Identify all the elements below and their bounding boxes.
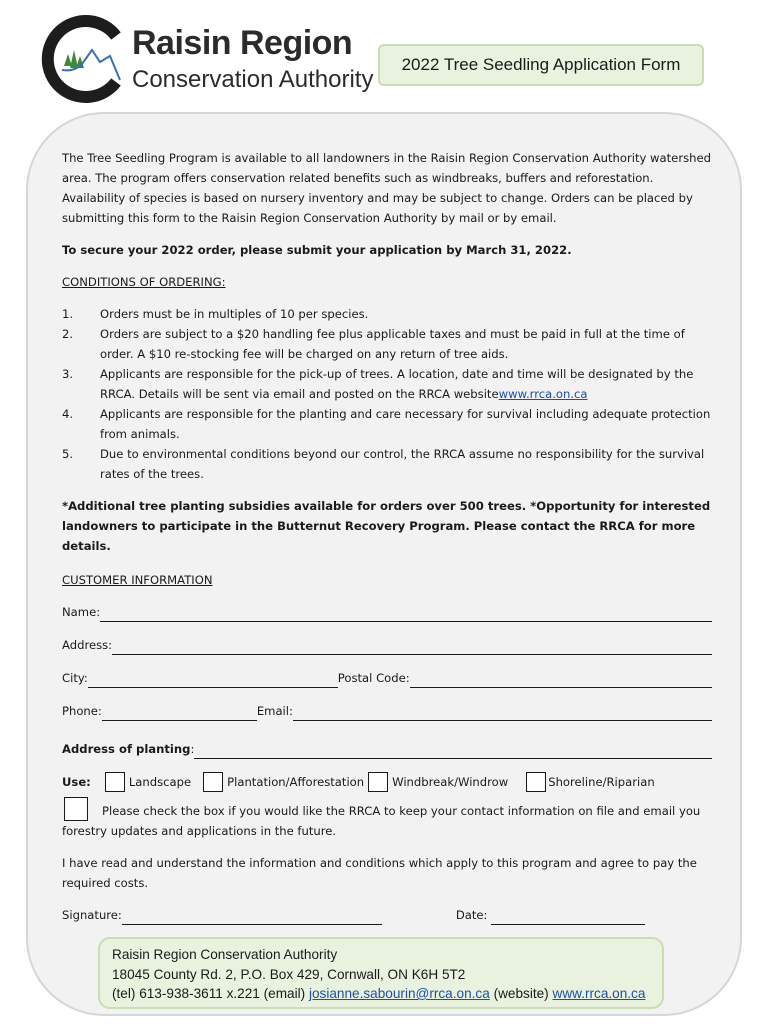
rrca-emblem-icon (40, 14, 130, 104)
condition-text: Applicants are responsible for the planting and care necessary for survival including adequate protection from animals. (100, 407, 711, 441)
form-content (62, 148, 712, 938)
condition-text: Orders are subject to a $20 handling fee plus applicable taxes and must be paid in full at the time of order. A $10 re-stocking fee will be charged on any return of tree aids. (100, 327, 685, 361)
deadline-text: To secure your 2022 order, please submit your application by March 31, 2022. (62, 243, 572, 257)
footer-website-link[interactable]: www.rrca.on.ca (552, 986, 646, 1001)
planting-address-colon: : (190, 742, 195, 756)
condition-number: 4. (62, 407, 74, 421)
phone-row (62, 701, 712, 721)
intro-paragraph: The Tree Seedling Program is available to all landowners in the Raisin Region Conservation Authority watershed area. The program offers conservation related benefits such as windbreaks, buffers and reforestation. Availability of species is based on nursery inventory and may be subject to change. Orders can be placed by submitting this form to the Raisin Region Conservation Authority by mail or by email. (62, 151, 711, 225)
planting-address-label: Address of planting (62, 742, 191, 756)
condition-number: 3. (62, 367, 74, 381)
footer-email-link[interactable]: josianne.sabourin@rrca.on.ca (308, 986, 490, 1001)
city-row (62, 668, 712, 688)
footer-tel: (tel) 613-938-3611 x.221 (email) (112, 986, 306, 1001)
footer-website-label: (website) (493, 986, 549, 1001)
name-field[interactable] (100, 607, 712, 622)
phone-field[interactable] (102, 706, 257, 721)
condition-number: 5. (62, 447, 74, 461)
footer-contact-line (112, 984, 662, 1004)
logo-subtitle: Conservation Authority (132, 66, 374, 93)
address-field[interactable] (112, 640, 712, 655)
footer-address: 18045 County Rd. 2, P.O. Box 429, Cornwall, ON K6H 5T2 (112, 966, 466, 982)
footer-org: Raisin Region Conservation Authority (112, 947, 338, 962)
subsidy-notice: *Additional tree planting subsidies available for orders over 500 trees. *Opportunity for interested landowners to participate in the Butternut Recovery Program. Please contact the RRCA for more details. (62, 499, 711, 553)
address-row (62, 635, 712, 655)
email-field[interactable] (293, 706, 712, 721)
condition-text: Orders must be in multiples of 10 per species. (100, 307, 369, 321)
agreement-text: I have read and understand the information and conditions which apply to this program and agree to pay the required costs. (62, 856, 697, 890)
condition-item (62, 364, 712, 404)
landscape-label: Landscape (128, 775, 192, 789)
windbreak-checkbox[interactable] (368, 772, 388, 792)
signature-label: Signature: (62, 908, 122, 922)
condition-number: 1. (62, 307, 74, 321)
postal-code-label: Postal Code: (337, 671, 410, 685)
date-field[interactable] (491, 910, 645, 925)
consent-text: Please check the box if you would like the RRCA to keep your contact information on file and email you forestry updates and applications in the future. (62, 804, 701, 838)
contact-footer (98, 937, 664, 1009)
logo-title: Raisin Region (132, 24, 353, 62)
condition-item (62, 444, 712, 484)
shoreline-label: Shoreline/Riparian (548, 775, 655, 789)
customer-info-heading: CUSTOMER INFORMATION (62, 573, 213, 587)
phone-label: Phone: (62, 704, 102, 718)
condition-text: Applicants are responsible for the pick-up of trees. A location, date and time will be designated by the RRCA. Details will be sent via email and posted on the RRCA website (100, 367, 694, 401)
consent-checkbox[interactable] (64, 797, 88, 821)
condition-text: Due to environmental conditions beyond our control, the RRCA assume no responsibility for the survival rates of the trees. (100, 447, 705, 481)
planting-address-row (62, 739, 712, 759)
shoreline-checkbox[interactable] (526, 772, 546, 792)
plantation-checkbox[interactable] (203, 772, 223, 792)
windbreak-label: Windbreak/Windrow (392, 775, 509, 789)
use-label: Use: (62, 775, 91, 789)
landscape-checkbox[interactable] (105, 772, 125, 792)
condition-item (62, 304, 712, 324)
condition-item (62, 404, 712, 444)
conditions-heading: CONDITIONS OF ORDERING: (62, 275, 226, 289)
name-label: Name: (62, 605, 101, 619)
city-field[interactable] (88, 673, 338, 688)
consent-row (62, 801, 712, 841)
use-row (62, 769, 712, 795)
address-label: Address: (62, 638, 113, 652)
rrca-logo (40, 14, 374, 104)
condition-item (62, 324, 712, 364)
postal-code-field[interactable] (410, 673, 712, 688)
form-title: 2022 Tree Seedling Application Form (378, 44, 704, 86)
signature-field[interactable] (122, 910, 382, 925)
rrca-website-link[interactable]: www.rrca.on.ca (498, 387, 588, 401)
date-label: Date: (455, 908, 488, 922)
planting-address-field[interactable] (194, 744, 712, 759)
city-label: City: (62, 671, 88, 685)
name-row (62, 602, 712, 622)
signature-row (62, 905, 712, 925)
email-label: Email: (256, 704, 293, 718)
conditions-list (62, 304, 712, 484)
plantation-label: Plantation/Afforestation (227, 775, 365, 789)
condition-number: 2. (62, 327, 74, 341)
